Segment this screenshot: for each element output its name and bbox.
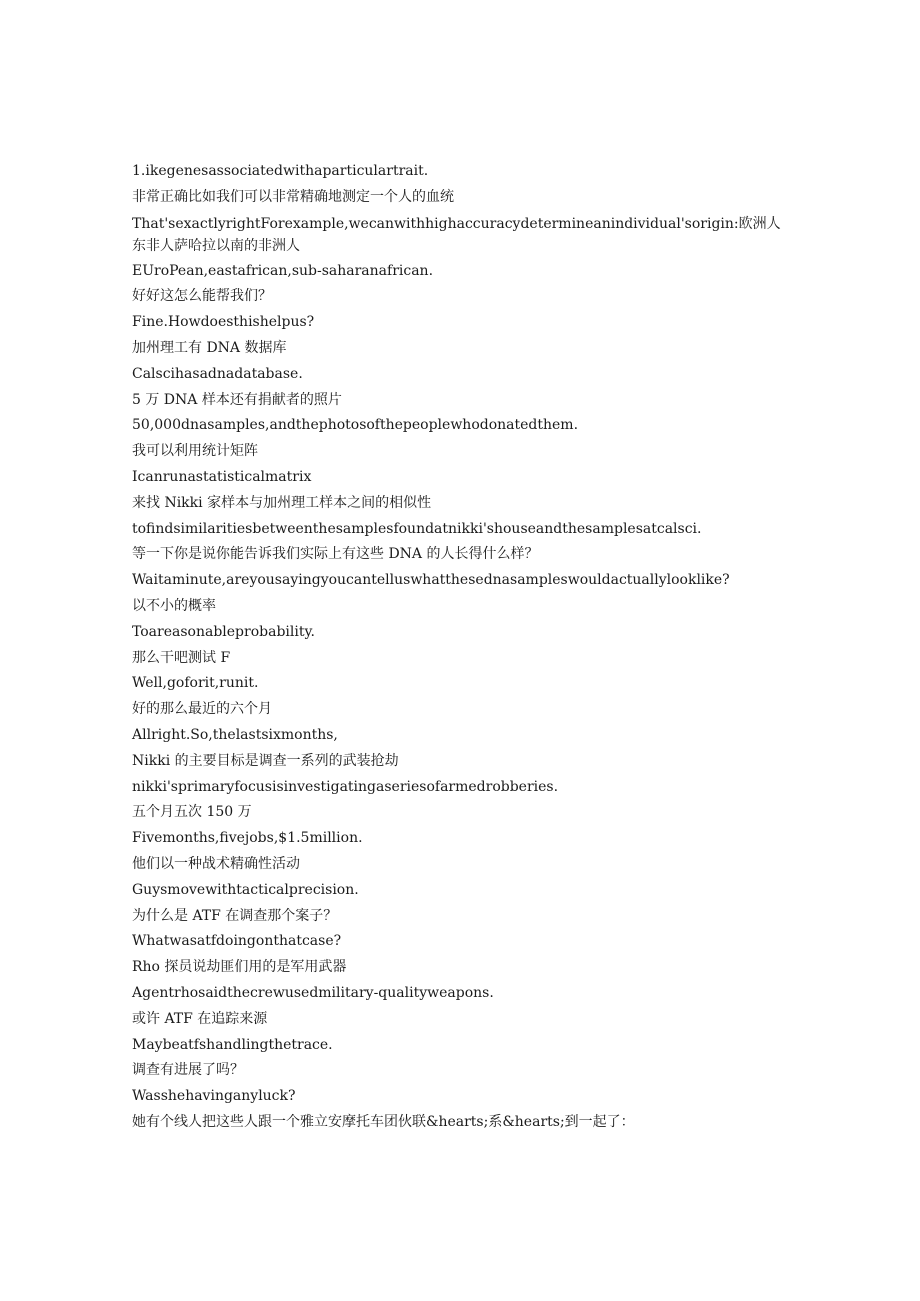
text-line: Fivemonths,fivejobs,$1.5million. (132, 830, 363, 847)
text-line: 为什么是 ATF 在调查那个案子？ (132, 907, 338, 924)
text-line: That'sexactlyrightForexample,wecanwithhighaccuracydetermineanindividual'sorigin:欧洲人东非人萨哈拉以南的非洲人 (132, 215, 781, 254)
text-line: Guysmovewithtacticalprecision. (132, 881, 359, 898)
text-line: tofindsimilaritiesbetweenthesamplesfoundatnikki'shouseandthesamplesatcalsci. (132, 520, 702, 537)
text-line: Rho 探员说劫匪们用的是军用武器 (132, 959, 347, 976)
text-line: Waitaminute,areyousayingyoucantelluswhatthesednasampleswouldactuallylooklike? (132, 572, 730, 589)
text-line: 或许 ATF 在追踪来源 (132, 1010, 268, 1027)
text-line: nikki'sprimaryfocusisinvestigatingaseriesofarmedrobberies. (132, 778, 559, 795)
text-line: 他们以一种战术精确性活动 (132, 855, 300, 872)
text-line: Nikki 的主要目标是调查一系列的武装抢劫 (132, 752, 399, 769)
text-line: Maybeatfshandlingthetrace. (132, 1036, 333, 1053)
document-body (132, 159, 792, 1136)
text-line: 加州理工有 DNA 数据库 (132, 339, 287, 356)
text-line: 来找 Nikki 家样本与加州理工样本之间的相似性 (132, 494, 432, 511)
text-line: Icanrunastatisticalmatrix (132, 468, 312, 485)
text-line: Toareasonableprobability. (132, 623, 315, 640)
text-line: 5 万 DNA 样本还有捐献者的照片 (132, 391, 342, 408)
text-line: Agentrhosaidthecrewusedmilitary-qualityweapons. (132, 984, 494, 1001)
text-line: 1.ikegenesassociatedwithaparticulartrait. (132, 163, 429, 179)
text-line: 非常正确比如我们可以非常精确地测定一个人的血统 (132, 188, 454, 205)
text-line: 好好这怎么能帮我们？ (132, 288, 272, 305)
text-line: 调查有进展了吗？ (132, 1062, 244, 1079)
text-line: Wasshehavinganyluck? (132, 1088, 296, 1105)
text-line: Allright.So,thelastsixmonths, (132, 726, 338, 743)
text-line: EUroPean,eastafrican,sub-saharanafrican. (132, 262, 434, 279)
text-line: 那么干吧测试 F (132, 649, 231, 666)
text-line: Well,goforit,runit. (132, 675, 259, 692)
text-line: 我可以利用统计矩阵 (132, 443, 258, 460)
text-line: 她有个线人把这些人跟一个雅立安摩托车团伙联&hearts;系&hearts;到一起了： (132, 1113, 635, 1130)
text-line: Fine.Howdoesthishelpus? (132, 314, 315, 331)
text-line: Calscihasadnadatabase. (132, 365, 303, 382)
text-line: 以不小的概率 (132, 597, 216, 614)
text-line: 等一下你是说你能告诉我们实际上有这些 DNA 的人长得什么样？ (132, 546, 539, 563)
text-line: 五个月五次 150 万 (132, 804, 252, 821)
text-line: 50,000dnasamples,andthephotosofthepeoplewhodonatedthem. (132, 417, 579, 434)
text-line: Whatwasatfdoingonthatcase? (132, 933, 342, 950)
text-line: 好的那么最近的六个月 (132, 701, 272, 718)
